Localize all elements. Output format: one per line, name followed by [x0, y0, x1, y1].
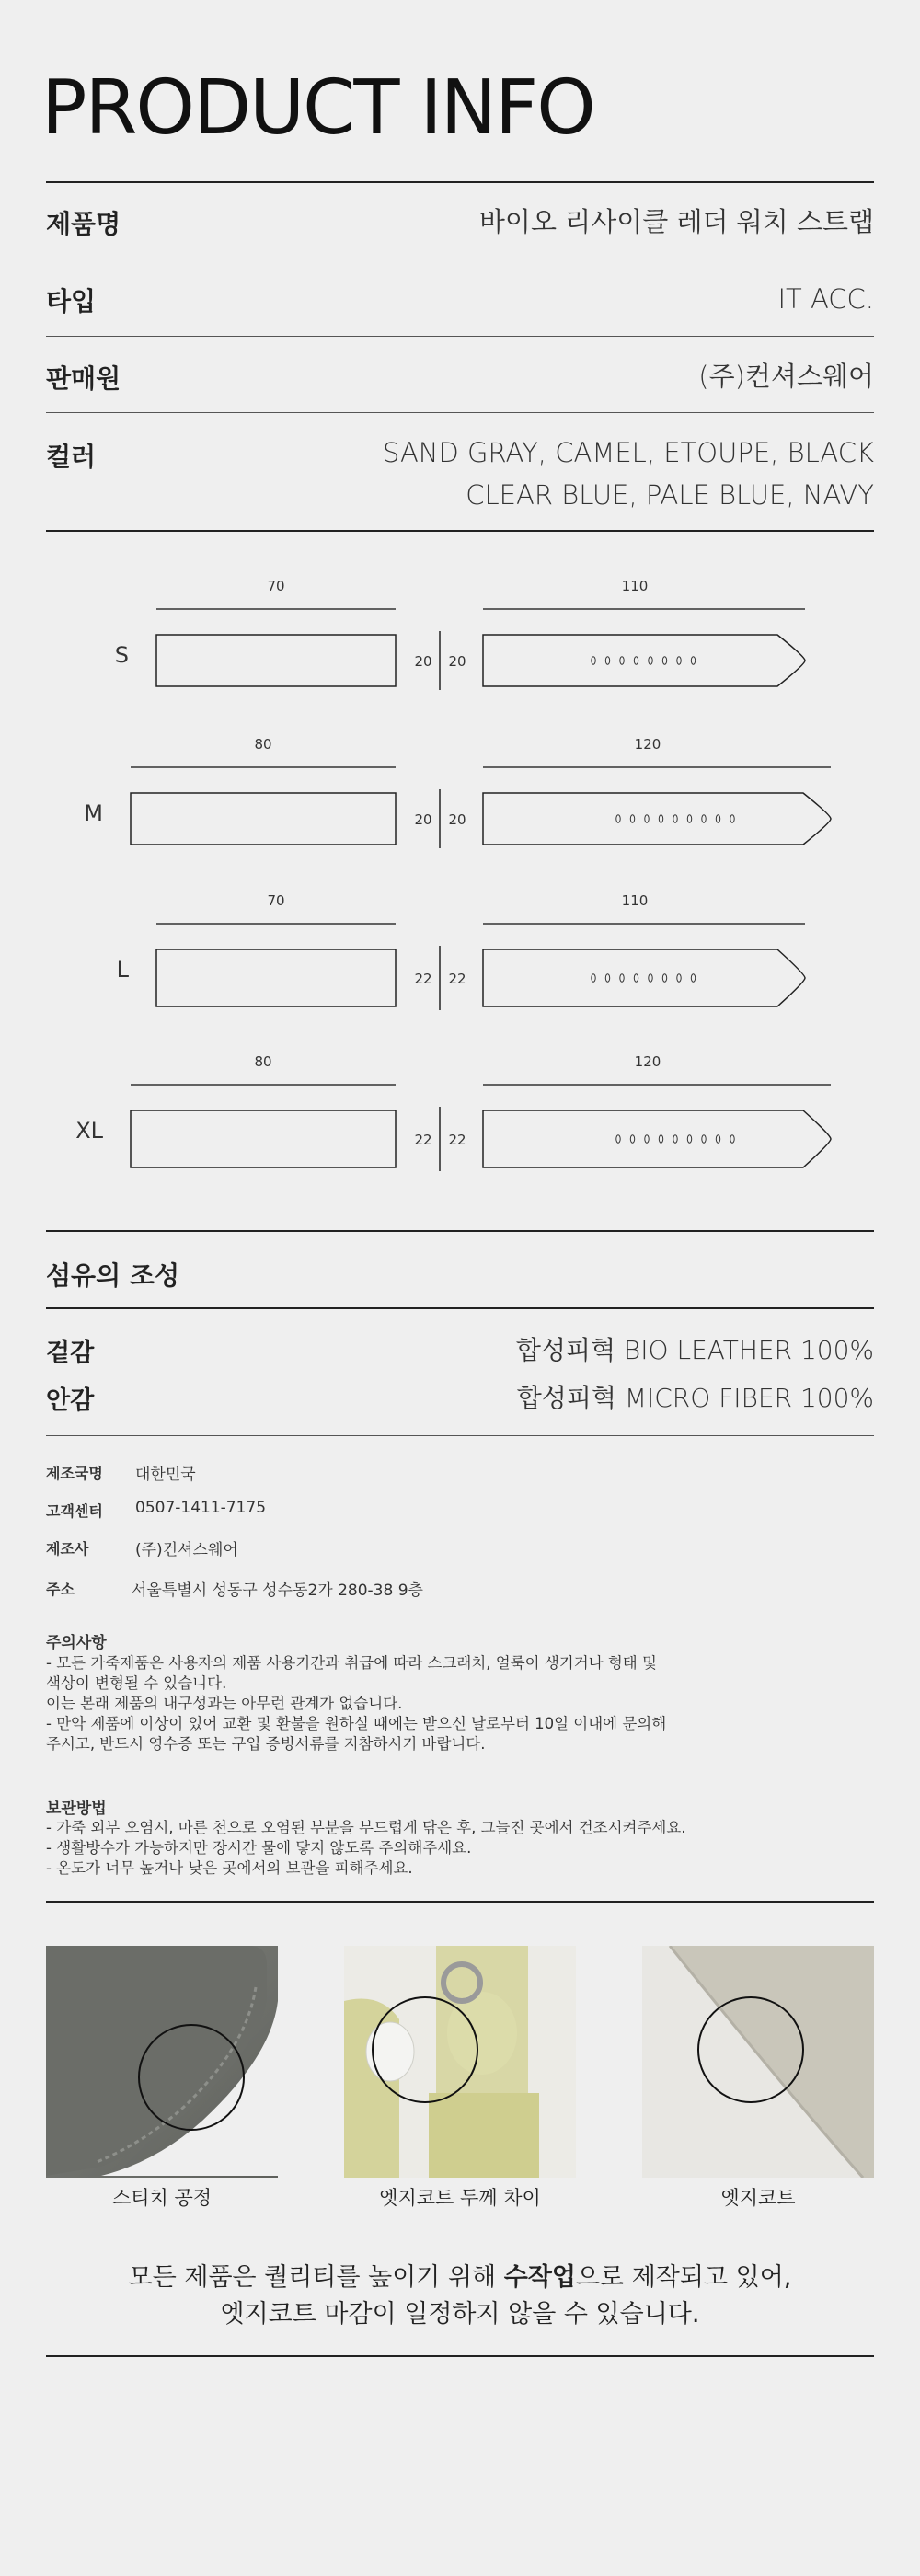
strap-hole: [645, 815, 649, 822]
strap-hole: [605, 657, 609, 664]
info-label-country: 제조국명: [46, 1465, 103, 1482]
footer-notice-line-2: 엣지코트 마감이 일정하지 않을 수 있습니다.: [220, 2300, 700, 2329]
stitch-process-photo: [46, 1946, 278, 2178]
short-strap-shape: [156, 949, 396, 1006]
strap-width-label: 20: [414, 811, 432, 828]
strap-hole: [730, 1135, 734, 1143]
spec-label-color: 컬러: [46, 442, 97, 472]
storage-line: - 가죽 외부 오염시, 마른 천으로 오염된 부분을 부드럽게 닦은 후, 그늘진 곳에서 건조시켜주세요.: [46, 1819, 686, 1836]
strap-hole: [662, 657, 666, 664]
short-strap-length-label: 80: [254, 1053, 272, 1070]
spec-label-product-name: 제품명: [46, 209, 121, 239]
strap-hole: [677, 657, 681, 664]
strap-width-label: 20: [414, 653, 432, 670]
spec-value-product-name: 바이오 리사이클 레더 워치 스트랩: [478, 206, 874, 237]
strap-hole: [687, 815, 691, 822]
spec-value-seller: (주)컨셔스웨어: [698, 361, 874, 392]
long-strap-length-label: 120: [634, 1053, 661, 1070]
spec-label-type: 타입: [46, 286, 97, 316]
storage-title: 보관방법: [46, 1800, 107, 1818]
strap-hole: [702, 1135, 706, 1143]
long-strap-shape: [483, 635, 805, 686]
lining-material-value: 합성피혁 MICRO FIBER 100%: [516, 1383, 874, 1413]
caution-line: - 만약 제품에 이상이 있어 교환 및 환불을 원하실 때에는 받으신 날로부터 10일 이내에 문의해: [46, 1715, 667, 1732]
short-strap-shape: [131, 1110, 396, 1167]
strap-hole: [662, 974, 666, 982]
size-label: M: [84, 800, 103, 826]
caution-line: 색상이 변형될 수 있습니다.: [46, 1674, 227, 1692]
strap-width-label: 22: [448, 1132, 466, 1148]
outer-material-label: 겉감: [46, 1339, 95, 1367]
caution-line: 이는 본래 제품의 내구성과는 아무런 관계가 없습니다.: [46, 1695, 403, 1712]
spec-value-type: IT ACC.: [777, 283, 874, 315]
short-strap-shape: [131, 793, 396, 845]
strap-hole: [634, 974, 638, 982]
strap-hole: [620, 657, 624, 664]
strap-width-label: 20: [448, 811, 466, 828]
footer-notice-line-1: 모든 제품은 퀄리티를 높이기 위해 수작업으로 제작되고 있어,: [128, 2263, 792, 2292]
strap-hole: [592, 974, 595, 982]
strap-hole: [716, 1135, 719, 1143]
long-strap-length-label: 110: [621, 892, 649, 909]
caution-line: 주시고, 반드시 영수증 또는 구입 증빙서류를 지참하시기 바랍니다.: [46, 1735, 486, 1753]
highlight-circle: [372, 1996, 478, 2103]
photo-caption: 엣지코트: [720, 2187, 796, 2209]
spec-label-seller: 판매원: [46, 363, 121, 394]
info-label-address: 주소: [46, 1581, 75, 1598]
edge-coat-photo: [642, 1946, 874, 2178]
long-strap-shape: [483, 949, 805, 1006]
strap-hole: [673, 1135, 677, 1143]
strap-hole: [592, 657, 595, 664]
caution-line: - 모든 가죽제품은 사용자의 제품 사용기간과 취급에 따라 스크래치, 얼룩이 생기거나 형태 및: [46, 1654, 657, 1672]
strap-hole: [687, 1135, 691, 1143]
strap-hole: [620, 974, 624, 982]
strap-size-diagram: [0, 0, 920, 1196]
strap-hole: [630, 1135, 634, 1143]
storage-line: - 생활방수가 가능하지만 장시간 물에 닿지 않도록 주의해주세요.: [46, 1839, 472, 1857]
divider: [46, 1435, 874, 1436]
strap-hole: [634, 657, 638, 664]
strap-width-label: 22: [414, 1132, 432, 1148]
long-strap-length-label: 120: [634, 736, 661, 753]
size-label: S: [114, 642, 129, 668]
short-strap-length-label: 70: [267, 892, 285, 909]
short-strap-length-label: 80: [254, 736, 272, 753]
divider: [46, 1901, 874, 1903]
strap-width-label: 22: [414, 971, 432, 987]
page-title: PRODUCT INFO: [41, 64, 594, 152]
strap-hole: [691, 974, 695, 982]
strap-hole: [649, 657, 652, 664]
short-strap-shape: [156, 635, 396, 686]
long-strap-shape: [483, 1110, 831, 1167]
strap-hole: [677, 974, 681, 982]
divider: [46, 2355, 874, 2357]
strap-hole: [605, 974, 609, 982]
strap-hole: [673, 815, 677, 822]
size-label: XL: [75, 1118, 103, 1144]
strap-hole: [659, 1135, 662, 1143]
size-label: L: [116, 957, 129, 983]
strap-width-label: 22: [448, 971, 466, 987]
strap-hole: [630, 815, 634, 822]
strap-hole: [649, 974, 652, 982]
strap-hole: [702, 815, 706, 822]
highlight-circle: [138, 2024, 245, 2131]
strap-hole: [659, 815, 662, 822]
lining-material-label: 안감: [46, 1386, 95, 1415]
edge-coat-thickness-photo: [344, 1946, 576, 2178]
spec-value-color-1: SAND GRAY, CAMEL, ETOUPE, BLACK: [383, 437, 874, 468]
spec-value-color-2: CLEAR BLUE, PALE BLUE, NAVY: [466, 479, 874, 511]
strap-hole: [645, 1135, 649, 1143]
short-strap-length-label: 70: [267, 578, 285, 594]
highlight-circle: [697, 1996, 804, 2103]
info-value-country: 대한민국: [135, 1466, 196, 1484]
strap-width-label: 20: [448, 653, 466, 670]
long-strap-shape: [483, 793, 831, 845]
divider: [46, 1230, 874, 1232]
info-label-manufacturer: 제조사: [46, 1540, 89, 1558]
info-value-address: 서울특별시 성동구 성수동2가 280-38 9층: [132, 1581, 423, 1600]
strap-hole: [716, 815, 719, 822]
strap-hole: [616, 815, 620, 822]
storage-line: - 온도가 너무 높거나 낮은 곳에서의 보관을 피해주세요.: [46, 1859, 413, 1877]
long-strap-length-label: 110: [621, 578, 649, 594]
outer-material-value: 합성피혁 BIO LEATHER 100%: [515, 1335, 874, 1365]
strap-hole: [691, 657, 695, 664]
info-value-customer-center: 0507-1411-7175: [135, 1499, 267, 1517]
photo-caption: 엣지코트 두께 차이: [379, 2187, 541, 2209]
strap-hole: [730, 815, 734, 822]
composition-title: 섬유의 조성: [46, 1260, 179, 1291]
caution-title: 주의사항: [46, 1634, 107, 1652]
strap-hole: [616, 1135, 620, 1143]
info-label-customer-center: 고객센터: [46, 1502, 103, 1520]
divider: [46, 1307, 874, 1309]
info-value-manufacturer: (주)컨셔스웨어: [135, 1541, 238, 1559]
photo-caption: 스티치 공정: [111, 2187, 213, 2209]
